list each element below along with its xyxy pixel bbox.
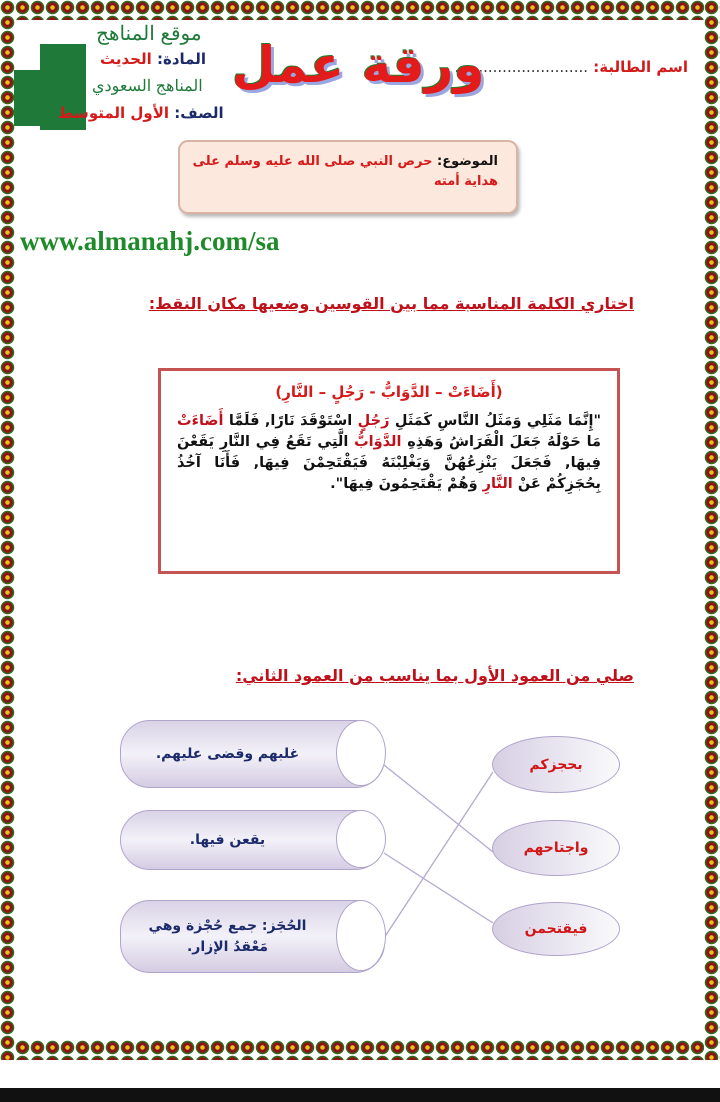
topic-box: الموضوع: حرص النبي صلى الله عليه وسلم على هداية أمته [178, 140, 518, 214]
watermark-text: موقع المناهج [96, 23, 202, 45]
watermark-text: المناهج السعودي [92, 78, 203, 95]
answer-word: الدَّوَابُّ [354, 434, 402, 451]
passage-segment: "إِنَّمَا مَثَلِي وَمَثَلُ النَّاسِ كَمَثَلِ [389, 413, 601, 429]
subject: المادة: الحديث [100, 50, 207, 68]
column1-item[interactable]: الحُجَز: جمع حُجْزة وهي مَعْقدُ الإزار. [120, 900, 385, 973]
watermark-url: www.almanahj.com/sa [20, 226, 280, 256]
student-name-field: اسم الطالبة: ............................ [454, 58, 688, 76]
question2-title: صلي من العمود الأول بما يناسب من العمود الثاني: [235, 666, 634, 685]
column1-item[interactable]: غلبهم وقضى عليهم. [120, 720, 385, 788]
question1-title: اختاري الكلمة المناسبة مما بين القوسين وضعيها مكان النقط: [148, 294, 634, 313]
answer-word: رَجُلٍ [357, 413, 390, 429]
grade: الصف: الأول المتوسط [58, 104, 224, 122]
column2-item[interactable]: بحجزكم [492, 736, 620, 793]
passage-segment: اسْتَوْقَدَ نَارًا, فَلَمَّا [223, 413, 358, 429]
passage-segment: وَهُمْ يَقْتَحِمُونَ فِيهَا". [330, 476, 483, 493]
connector-line [384, 765, 493, 852]
column2-item[interactable]: واجتاحهم [492, 820, 620, 876]
answer-word: النَّارِ [482, 476, 513, 493]
column2-item[interactable]: فيقتحمن [492, 902, 620, 956]
word-choices: (أَضَاءَتْ – الدَّوَابُّ - رَجُلٍ – النَّارِ) [275, 383, 503, 401]
column1-item[interactable]: يقعن فيها. [120, 810, 385, 870]
passage-segment: الَّتِي تَقَعُ فِي النَّارِ يَقَعْنَ فِيهَا, فَجَعَلَ يَنْزِعُهُنَّ وَيَغْلِبْنَهُ فَيَقْتَحِمْنَ فِيهَا, فَأَنَا آخُذُ بِحُجَزِكُمْ عَنْ [177, 434, 601, 493]
passage-segment: مَا حَوْلَهُ جَعَلَ الْفَرَاشُ وَهَذِهِ [401, 434, 602, 451]
answer-word: أَضَاءَتْ [177, 413, 224, 429]
page-title: ورقة عمل [232, 36, 485, 94]
